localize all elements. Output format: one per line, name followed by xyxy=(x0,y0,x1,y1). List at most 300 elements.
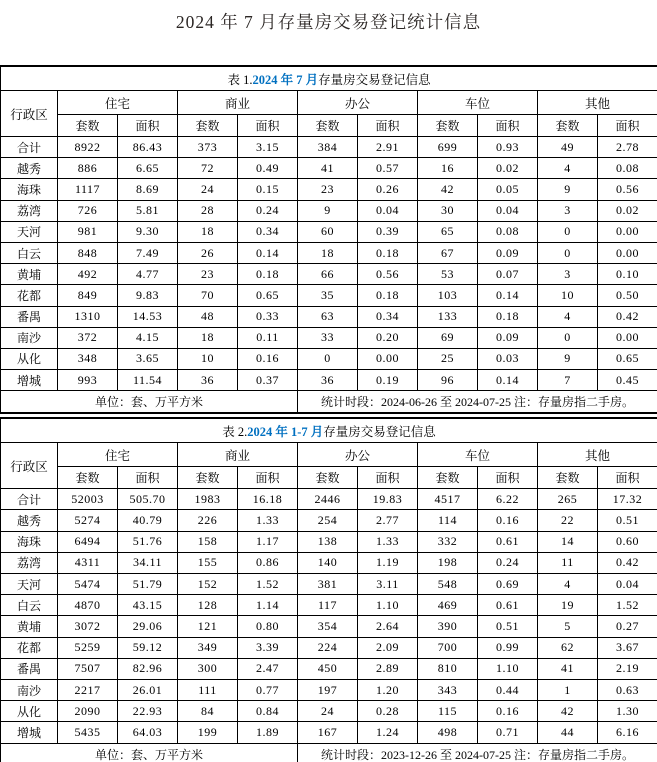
value-cell: 36 xyxy=(298,370,358,391)
table-row xyxy=(1,242,657,263)
value-cell: 0.45 xyxy=(598,370,657,391)
value-cell: 0.44 xyxy=(478,679,538,700)
value-cell: 0.09 xyxy=(478,327,538,348)
table-row xyxy=(1,658,657,679)
value-cell: 60 xyxy=(298,221,358,242)
value-cell: 0 xyxy=(538,242,598,263)
value-cell: 332 xyxy=(418,531,478,552)
value-cell: 51.79 xyxy=(118,574,178,595)
value-cell: 0.99 xyxy=(478,637,538,658)
value-cell: 128 xyxy=(178,595,238,616)
value-cell: 2217 xyxy=(58,679,118,700)
district-cell: 越秀 xyxy=(1,510,58,531)
value-cell: 115 xyxy=(418,701,478,722)
title-spacer xyxy=(0,35,657,65)
value-cell: 372 xyxy=(58,327,118,348)
value-cell: 2.09 xyxy=(358,637,418,658)
caption-row xyxy=(1,418,657,443)
column-header-units: 套数 xyxy=(298,467,358,489)
value-cell: 4.77 xyxy=(118,264,178,285)
value-cell: 0.14 xyxy=(238,242,298,263)
caption-period: 2024 年 7 月 xyxy=(252,72,319,87)
column-group-residential: 住宅 xyxy=(58,91,178,115)
value-cell: 5435 xyxy=(58,722,118,743)
value-cell: 354 xyxy=(298,616,358,637)
value-cell: 3 xyxy=(538,200,598,221)
value-cell: 0.84 xyxy=(238,701,298,722)
district-cell: 合计 xyxy=(1,137,58,158)
value-cell: 0.51 xyxy=(598,510,657,531)
value-cell: 0.80 xyxy=(238,616,298,637)
period-note: 统计时段：2024-06-26 至 2024-07-25 注：存量房指二手房。 xyxy=(298,391,657,414)
group-header-row xyxy=(1,91,657,115)
value-cell: 505.70 xyxy=(118,489,178,510)
value-cell: 1.10 xyxy=(358,595,418,616)
value-cell: 548 xyxy=(418,574,478,595)
page-title: 2024 年 7 月存量房交易登记统计信息 xyxy=(175,12,482,32)
value-cell: 886 xyxy=(58,158,118,179)
value-cell: 450 xyxy=(298,658,358,679)
table-row xyxy=(1,679,657,700)
column-header-units: 套数 xyxy=(298,115,358,137)
value-cell: 0.93 xyxy=(478,137,538,158)
value-cell: 0.61 xyxy=(478,531,538,552)
value-cell: 4311 xyxy=(58,552,118,573)
column-header-area: 面积 xyxy=(478,467,538,489)
column-header-area: 面积 xyxy=(598,467,657,489)
value-cell: 9.30 xyxy=(118,221,178,242)
value-cell: 82.96 xyxy=(118,658,178,679)
value-cell: 103 xyxy=(418,285,478,306)
table-row xyxy=(1,616,657,637)
column-header-area: 面积 xyxy=(358,115,418,137)
value-cell: 7507 xyxy=(58,658,118,679)
district-cell: 花都 xyxy=(1,637,58,658)
value-cell: 1.10 xyxy=(478,658,538,679)
value-cell: 0 xyxy=(298,348,358,369)
value-cell: 52003 xyxy=(58,489,118,510)
value-cell: 4517 xyxy=(418,489,478,510)
district-cell: 南沙 xyxy=(1,679,58,700)
table-body xyxy=(1,489,657,743)
district-cell: 增城 xyxy=(1,370,58,391)
value-cell: 226 xyxy=(178,510,238,531)
value-cell: 343 xyxy=(418,679,478,700)
value-cell: 0.16 xyxy=(478,510,538,531)
value-cell: 114 xyxy=(418,510,478,531)
value-cell: 121 xyxy=(178,616,238,637)
value-cell: 0.03 xyxy=(478,348,538,369)
value-cell: 349 xyxy=(178,637,238,658)
table-row xyxy=(1,264,657,285)
units-note: 单位：套、万平方米 xyxy=(1,391,298,414)
value-cell: 3.15 xyxy=(238,137,298,158)
value-cell: 0.34 xyxy=(358,306,418,327)
value-cell: 0.39 xyxy=(358,221,418,242)
value-cell: 0.08 xyxy=(478,221,538,242)
value-cell: 42 xyxy=(538,701,598,722)
table-row xyxy=(1,574,657,595)
value-cell: 1.52 xyxy=(238,574,298,595)
value-cell: 0.05 xyxy=(478,179,538,200)
table-row xyxy=(1,285,657,306)
column-group-residential: 住宅 xyxy=(58,443,178,467)
value-cell: 2.78 xyxy=(598,137,657,158)
value-cell: 1310 xyxy=(58,306,118,327)
value-cell: 19 xyxy=(538,595,598,616)
value-cell: 0.10 xyxy=(598,264,657,285)
table-footer-row xyxy=(1,391,657,414)
value-cell: 22.93 xyxy=(118,701,178,722)
value-cell: 0.20 xyxy=(358,327,418,348)
value-cell: 0.14 xyxy=(478,370,538,391)
column-group-office: 办公 xyxy=(298,91,418,115)
value-cell: 700 xyxy=(418,637,478,658)
value-cell: 199 xyxy=(178,722,238,743)
value-cell: 70 xyxy=(178,285,238,306)
value-cell: 49 xyxy=(538,137,598,158)
column-group-parking: 车位 xyxy=(418,91,538,115)
value-cell: 3072 xyxy=(58,616,118,637)
value-cell: 4 xyxy=(538,158,598,179)
value-cell: 8.69 xyxy=(118,179,178,200)
value-cell: 25 xyxy=(418,348,478,369)
value-cell: 158 xyxy=(178,531,238,552)
value-cell: 26 xyxy=(178,242,238,263)
value-cell: 63 xyxy=(298,306,358,327)
value-cell: 0.50 xyxy=(598,285,657,306)
value-cell: 1.30 xyxy=(598,701,657,722)
table-row xyxy=(1,531,657,552)
value-cell: 0.15 xyxy=(238,179,298,200)
value-cell: 0.63 xyxy=(598,679,657,700)
value-cell: 41 xyxy=(538,658,598,679)
column-header-units: 套数 xyxy=(58,115,118,137)
value-cell: 18 xyxy=(298,242,358,263)
value-cell: 11 xyxy=(538,552,598,573)
value-cell: 16 xyxy=(418,158,478,179)
value-cell: 0.33 xyxy=(238,306,298,327)
value-cell: 0.42 xyxy=(598,306,657,327)
table-row xyxy=(1,552,657,573)
value-cell: 111 xyxy=(178,679,238,700)
value-cell: 2.91 xyxy=(358,137,418,158)
value-cell: 22 xyxy=(538,510,598,531)
value-cell: 0.37 xyxy=(238,370,298,391)
value-cell: 18 xyxy=(178,221,238,242)
value-cell: 48 xyxy=(178,306,238,327)
value-cell: 2.47 xyxy=(238,658,298,679)
caption-row xyxy=(1,66,657,91)
column-header-area: 面积 xyxy=(118,467,178,489)
table-row xyxy=(1,137,657,158)
value-cell: 2.19 xyxy=(598,658,657,679)
value-cell: 0.24 xyxy=(478,552,538,573)
value-cell: 0.19 xyxy=(358,370,418,391)
value-cell: 0.51 xyxy=(478,616,538,637)
value-cell: 0.77 xyxy=(238,679,298,700)
column-header-units: 套数 xyxy=(418,115,478,137)
value-cell: 469 xyxy=(418,595,478,616)
value-cell: 0.04 xyxy=(358,200,418,221)
value-cell: 67 xyxy=(418,242,478,263)
value-cell: 0.02 xyxy=(598,200,657,221)
value-cell: 10 xyxy=(538,285,598,306)
sub-header-row xyxy=(1,467,657,489)
value-cell: 0.11 xyxy=(238,327,298,348)
caption-prefix: 表 2. xyxy=(222,424,248,439)
units-note: 单位：套、万平方米 xyxy=(1,743,298,762)
column-header-units: 套数 xyxy=(538,467,598,489)
table-row xyxy=(1,510,657,531)
value-cell: 84 xyxy=(178,701,238,722)
value-cell: 254 xyxy=(298,510,358,531)
value-cell: 6.16 xyxy=(598,722,657,743)
value-cell: 9 xyxy=(538,179,598,200)
value-cell: 0.00 xyxy=(358,348,418,369)
value-cell: 993 xyxy=(58,370,118,391)
value-cell: 5259 xyxy=(58,637,118,658)
column-header-area: 面积 xyxy=(358,467,418,489)
value-cell: 4 xyxy=(538,574,598,595)
column-group-commercial: 商业 xyxy=(178,443,298,467)
value-cell: 726 xyxy=(58,200,118,221)
value-cell: 69 xyxy=(418,327,478,348)
value-cell: 7 xyxy=(538,370,598,391)
value-cell: 1 xyxy=(538,679,598,700)
sub-header-row xyxy=(1,115,657,137)
table-row xyxy=(1,200,657,221)
column-group-other: 其他 xyxy=(538,443,657,467)
value-cell: 0.26 xyxy=(358,179,418,200)
value-cell: 1.14 xyxy=(238,595,298,616)
value-cell: 0.24 xyxy=(238,200,298,221)
value-cell: 11.54 xyxy=(118,370,178,391)
value-cell: 0.56 xyxy=(358,264,418,285)
column-group-other: 其他 xyxy=(538,91,657,115)
value-cell: 33 xyxy=(298,327,358,348)
value-cell: 51.76 xyxy=(118,531,178,552)
value-cell: 1.33 xyxy=(238,510,298,531)
value-cell: 2.64 xyxy=(358,616,418,637)
period-note: 统计时段：2023-12-26 至 2024-07-25 注：存量房指二手房。 xyxy=(298,743,657,762)
value-cell: 224 xyxy=(298,637,358,658)
column-header-area: 面积 xyxy=(238,115,298,137)
caption-suffix: 存量房交易登记信息 xyxy=(318,72,431,87)
value-cell: 0.49 xyxy=(238,158,298,179)
value-cell: 155 xyxy=(178,552,238,573)
value-cell: 0.69 xyxy=(478,574,538,595)
value-cell: 9 xyxy=(538,348,598,369)
value-cell: 5.81 xyxy=(118,200,178,221)
column-header-units: 套数 xyxy=(178,467,238,489)
value-cell: 373 xyxy=(178,137,238,158)
district-cell: 天河 xyxy=(1,221,58,242)
value-cell: 2.77 xyxy=(358,510,418,531)
value-cell: 1.24 xyxy=(358,722,418,743)
value-cell: 26.01 xyxy=(118,679,178,700)
value-cell: 65 xyxy=(418,221,478,242)
district-cell: 黄埔 xyxy=(1,616,58,637)
value-cell: 133 xyxy=(418,306,478,327)
value-cell: 23 xyxy=(298,179,358,200)
value-cell: 0.04 xyxy=(598,574,657,595)
table-caption xyxy=(1,418,657,443)
value-cell: 66 xyxy=(298,264,358,285)
value-cell: 41 xyxy=(298,158,358,179)
value-cell: 0 xyxy=(538,327,598,348)
value-cell: 265 xyxy=(538,489,598,510)
value-cell: 0.60 xyxy=(598,531,657,552)
column-header-units: 套数 xyxy=(418,467,478,489)
value-cell: 3.67 xyxy=(598,637,657,658)
value-cell: 1.33 xyxy=(358,531,418,552)
value-cell: 138 xyxy=(298,531,358,552)
column-header-units: 套数 xyxy=(538,115,598,137)
value-cell: 24 xyxy=(178,179,238,200)
value-cell: 3.39 xyxy=(238,637,298,658)
value-cell: 300 xyxy=(178,658,238,679)
value-cell: 5274 xyxy=(58,510,118,531)
value-cell: 14.53 xyxy=(118,306,178,327)
value-cell: 0.71 xyxy=(478,722,538,743)
table-row xyxy=(1,637,657,658)
value-cell: 1.52 xyxy=(598,595,657,616)
group-header-row xyxy=(1,443,657,467)
value-cell: 4.15 xyxy=(118,327,178,348)
value-cell: 10 xyxy=(178,348,238,369)
value-cell: 2446 xyxy=(298,489,358,510)
value-cell: 197 xyxy=(298,679,358,700)
value-cell: 0.18 xyxy=(358,242,418,263)
value-cell: 0.07 xyxy=(478,264,538,285)
table-row xyxy=(1,489,657,510)
value-cell: 0.18 xyxy=(478,306,538,327)
value-cell: 96 xyxy=(418,370,478,391)
table-row xyxy=(1,370,657,391)
value-cell: 152 xyxy=(178,574,238,595)
column-header-units: 套数 xyxy=(58,467,118,489)
district-cell: 天河 xyxy=(1,574,58,595)
value-cell: 981 xyxy=(58,221,118,242)
value-cell: 0.27 xyxy=(598,616,657,637)
value-cell: 0.42 xyxy=(598,552,657,573)
table-row xyxy=(1,327,657,348)
value-cell: 42 xyxy=(418,179,478,200)
value-cell: 16.18 xyxy=(238,489,298,510)
value-cell: 35 xyxy=(298,285,358,306)
value-cell: 0.34 xyxy=(238,221,298,242)
value-cell: 492 xyxy=(58,264,118,285)
value-cell: 117 xyxy=(298,595,358,616)
value-cell: 6.22 xyxy=(478,489,538,510)
value-cell: 29.06 xyxy=(118,616,178,637)
value-cell: 0.28 xyxy=(358,701,418,722)
table-row xyxy=(1,221,657,242)
value-cell: 348 xyxy=(58,348,118,369)
district-cell: 海珠 xyxy=(1,179,58,200)
value-cell: 167 xyxy=(298,722,358,743)
value-cell: 0.61 xyxy=(478,595,538,616)
value-cell: 40.79 xyxy=(118,510,178,531)
value-cell: 849 xyxy=(58,285,118,306)
value-cell: 86.43 xyxy=(118,137,178,158)
caption-period: 2024 年 1-7 月 xyxy=(247,424,324,439)
value-cell: 848 xyxy=(58,242,118,263)
table-row xyxy=(1,722,657,743)
value-cell: 498 xyxy=(418,722,478,743)
value-cell: 34.11 xyxy=(118,552,178,573)
value-cell: 699 xyxy=(418,137,478,158)
value-cell: 0.08 xyxy=(598,158,657,179)
table-row xyxy=(1,595,657,616)
table-row xyxy=(1,158,657,179)
value-cell: 810 xyxy=(418,658,478,679)
district-cell: 荔湾 xyxy=(1,200,58,221)
district-cell: 番禺 xyxy=(1,658,58,679)
value-cell: 0.09 xyxy=(478,242,538,263)
value-cell: 3.11 xyxy=(358,574,418,595)
value-cell: 0.56 xyxy=(598,179,657,200)
value-cell: 14 xyxy=(538,531,598,552)
district-cell: 白云 xyxy=(1,242,58,263)
value-cell: 1.17 xyxy=(238,531,298,552)
value-cell: 0 xyxy=(538,221,598,242)
district-cell: 花都 xyxy=(1,285,58,306)
column-header-district: 行政区 xyxy=(1,91,58,137)
value-cell: 18 xyxy=(178,327,238,348)
value-cell: 17.32 xyxy=(598,489,657,510)
district-cell: 白云 xyxy=(1,595,58,616)
value-cell: 9.83 xyxy=(118,285,178,306)
value-cell: 8922 xyxy=(58,137,118,158)
value-cell: 5474 xyxy=(58,574,118,595)
district-cell: 从化 xyxy=(1,701,58,722)
value-cell: 28 xyxy=(178,200,238,221)
district-cell: 海珠 xyxy=(1,531,58,552)
value-cell: 390 xyxy=(418,616,478,637)
value-cell: 44 xyxy=(538,722,598,743)
value-cell: 140 xyxy=(298,552,358,573)
value-cell: 1.89 xyxy=(238,722,298,743)
district-cell: 荔湾 xyxy=(1,552,58,573)
column-header-area: 面积 xyxy=(118,115,178,137)
value-cell: 381 xyxy=(298,574,358,595)
value-cell: 6.65 xyxy=(118,158,178,179)
value-cell: 384 xyxy=(298,137,358,158)
value-cell: 0.14 xyxy=(478,285,538,306)
value-cell: 0.16 xyxy=(478,701,538,722)
value-cell: 24 xyxy=(298,701,358,722)
value-cell: 64.03 xyxy=(118,722,178,743)
value-cell: 36 xyxy=(178,370,238,391)
value-cell: 0.16 xyxy=(238,348,298,369)
stats-table-july xyxy=(0,65,657,414)
table-row xyxy=(1,701,657,722)
column-header-area: 面积 xyxy=(598,115,657,137)
column-header-area: 面积 xyxy=(238,467,298,489)
value-cell: 1.19 xyxy=(358,552,418,573)
value-cell: 72 xyxy=(178,158,238,179)
district-cell: 南沙 xyxy=(1,327,58,348)
value-cell: 43.15 xyxy=(118,595,178,616)
table-footer-row xyxy=(1,743,657,762)
value-cell: 6494 xyxy=(58,531,118,552)
value-cell: 62 xyxy=(538,637,598,658)
value-cell: 53 xyxy=(418,264,478,285)
column-header-district: 行政区 xyxy=(1,443,58,489)
value-cell: 2.89 xyxy=(358,658,418,679)
